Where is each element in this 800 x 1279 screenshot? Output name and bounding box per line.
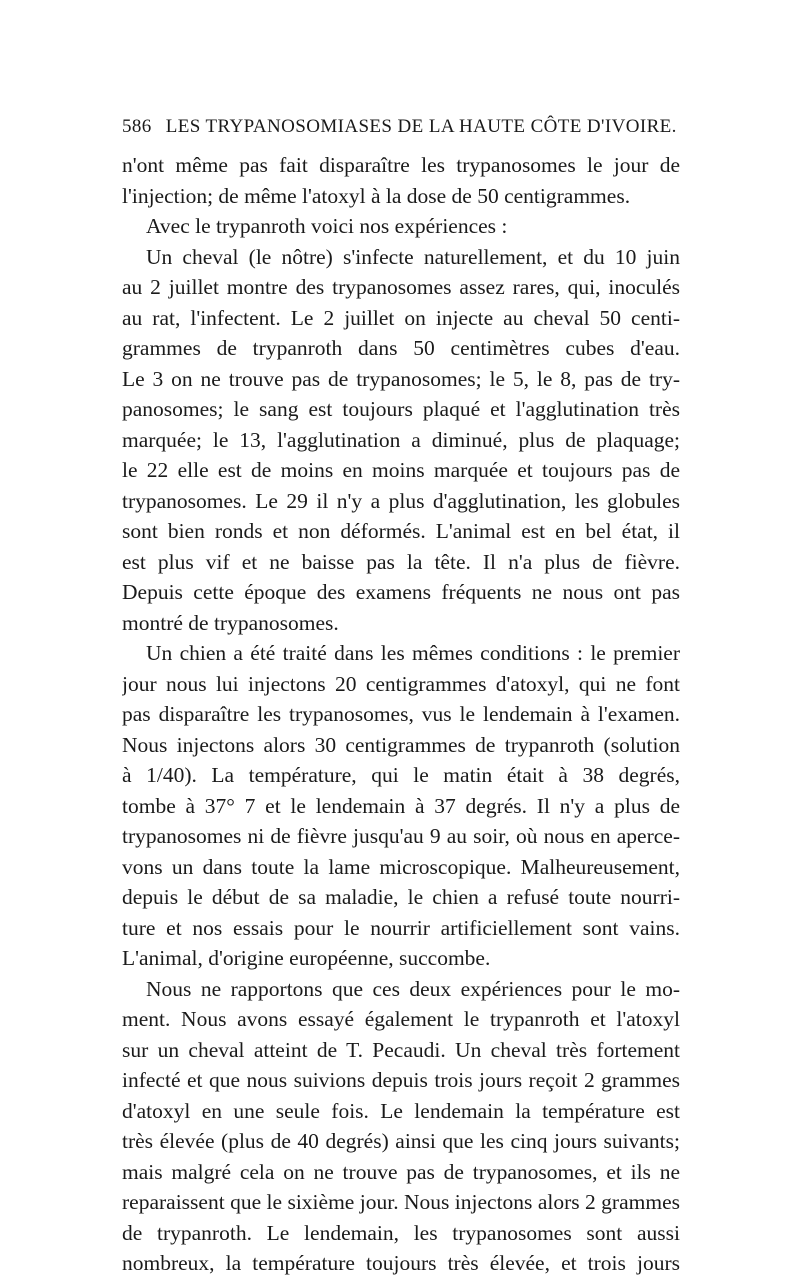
text-line: marquée; le 13, l'agglutination a diminué, plus de plaquage;	[122, 427, 680, 452]
text-line: tombe à 37° 7 et le lendemain à 37 degrés. Il n'y a plus de	[122, 793, 680, 818]
text-line: Depuis cette époque des examens fréquents ne nous ont pas	[122, 580, 680, 604]
text-line: ment. Nous avons essayé également le trypanroth et l'atoxyl	[122, 1007, 680, 1031]
text-line: reparaissent que le sixième jour. Nous injectons alors 2 grammes	[122, 1190, 680, 1214]
text-line: Un cheval (le nôtre) s'infecte naturellement, et du 10 juin	[146, 244, 680, 269]
body-text	[122, 150, 680, 1279]
text-line: Le 3 on ne trouve pas de trypanosomes; le 5, le 8, pas de try-	[122, 366, 680, 391]
text-line: sur un cheval atteint de T. Pecaudi. Un cheval très fortement	[122, 1037, 680, 1062]
text-line: montré de trypanosomes.	[122, 610, 339, 635]
text-line: trypanosomes. Le 29 il n'y a plus d'agglutination, les globules	[122, 488, 680, 513]
text-line: Avec le trypanroth voici nos expériences :	[146, 214, 508, 238]
text-line: grammes de trypanroth dans 50 centimètres cubes d'eau.	[122, 336, 680, 360]
text-line: très élevée (plus de 40 degrés) ainsi que les cinq jours suivants;	[122, 1129, 680, 1153]
text-line: au rat, l'infectent. Le 2 juillet on injecte au cheval 50 centi-	[122, 305, 680, 330]
text-line: mais malgré cela on ne trouve pas de trypanosomes, et ils ne	[122, 1159, 680, 1184]
text-line: infecté et que nous suivions depuis trois jours reçoit 2 grammes	[122, 1068, 680, 1092]
text-line: à 1/40). La température, qui le matin était à 38 degrés,	[122, 763, 680, 787]
running-header	[122, 116, 682, 138]
text-line: trypanosomes ni de fièvre jusqu'au 9 au soir, où nous en aperce-	[122, 824, 680, 848]
text-line: Nous ne rapportons que ces deux expériences pour le mo-	[146, 976, 680, 1001]
text-line: vons un dans toute la lame microscopique. Malheureusement,	[122, 854, 680, 879]
text-line: jour nous lui injectons 20 centigrammes d'atoxyl, qui ne font	[122, 671, 680, 696]
text-line: de trypanroth. Le lendemain, les trypanosomes sont aussi	[122, 1220, 680, 1245]
text-line: nombreux, la température toujours très élevée, et trois jours	[122, 1251, 680, 1275]
page-number: 586	[122, 116, 152, 137]
text-line: Nous injectons alors 30 centigrammes de trypanroth (solution	[122, 732, 680, 757]
text-line: d'atoxyl en une seule fois. Le lendemain la température est	[122, 1098, 680, 1123]
text-line: est plus vif et ne baisse pas la tête. Il n'a plus de fièvre.	[122, 549, 680, 574]
text-line: depuis le début de sa maladie, le chien a refusé toute nourri-	[122, 885, 680, 909]
text-line: panosomes; le sang est toujours plaqué et l'agglutination très	[122, 397, 680, 421]
text-line: pas disparaître les trypanosomes, vus le lendemain à l'examen.	[122, 702, 680, 726]
text-line: au 2 juillet montre des trypanosomes assez rares, qui, inoculés	[122, 275, 680, 299]
text-line: L'animal, d'origine européenne, succombe.	[122, 946, 491, 970]
text-line: n'ont même pas fait disparaître les trypanosomes le jour de	[122, 153, 680, 177]
text-line: sont bien ronds et non déformés. L'animal est en bel état, il	[122, 519, 680, 543]
text-line: le 22 elle est de moins en moins marquée et toujours pas de	[122, 458, 680, 482]
text-line: Un chien a été traité dans les mêmes conditions : le premier	[146, 641, 680, 665]
text-line: l'injection; de même l'atoxyl à la dose de 50 centigrammes.	[122, 183, 631, 208]
text-line: ture et nos essais pour le nourrir artificiellement sont vains.	[122, 915, 680, 940]
running-title: LES TRYPANOSOMIASES DE LA HAUTE CÔTE D'IVOIRE.	[165, 116, 677, 137]
